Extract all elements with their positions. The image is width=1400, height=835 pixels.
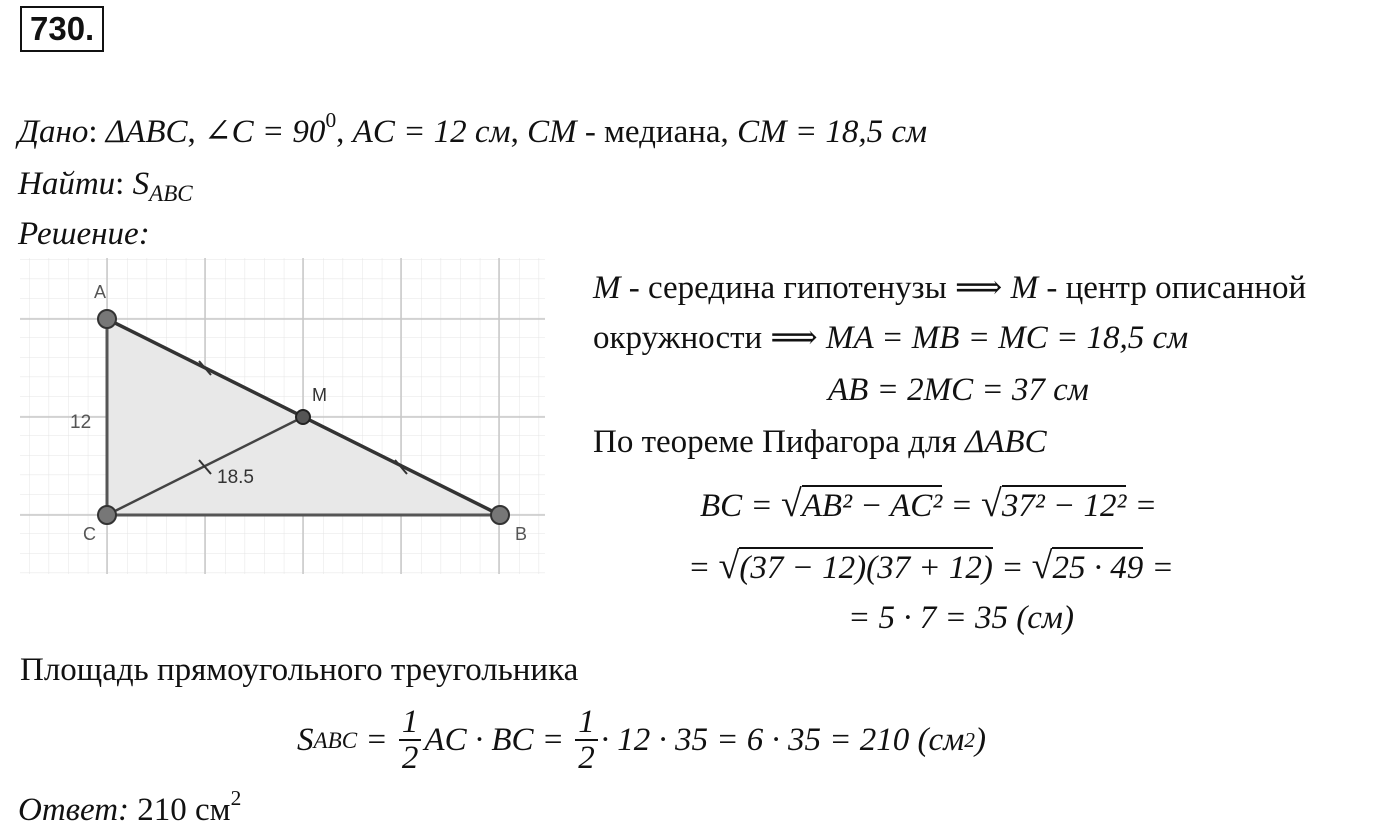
label-a: A bbox=[94, 282, 107, 302]
line-1 bbox=[593, 268, 1306, 308]
line-4 bbox=[593, 422, 1047, 462]
l2-eq: MA = MB = MC = 18,5 см bbox=[825, 320, 1189, 356]
triangle-figure bbox=[20, 258, 545, 574]
frac1-num: 1 bbox=[399, 705, 422, 741]
l6-end: = bbox=[1143, 550, 1174, 586]
area-close: ) bbox=[974, 722, 986, 758]
label-m: M bbox=[312, 385, 327, 405]
answer-sup: 2 bbox=[230, 786, 242, 810]
area-formula: S ABC = $\frac{1}{2}$ AC · BC = $\frac{1}{2}$ · 12 · 35 = 6 · 35 = 210 (см 2 ) bbox=[297, 704, 986, 776]
frac2-num: 1 bbox=[575, 705, 598, 741]
line-2 bbox=[593, 318, 1188, 358]
find-line: Найти: $S_{ABC}$ bbox=[18, 166, 193, 206]
given-label: Дано bbox=[18, 114, 89, 150]
frac2-den: 2 bbox=[578, 740, 595, 776]
l1-m2: M bbox=[1010, 270, 1039, 306]
line-8: Площадь прямоугольного треугольника bbox=[20, 652, 579, 688]
sqrt-sign: √ bbox=[718, 545, 740, 587]
l5-rad1: AB² − AC² bbox=[802, 485, 942, 524]
l1-m: M bbox=[593, 270, 621, 306]
fraction-2 bbox=[575, 705, 598, 775]
sqrt-sign: √ bbox=[780, 483, 802, 525]
line-3: AB = 2MC = 37 см bbox=[828, 372, 1089, 408]
l6-rad2: 25 · 49 bbox=[1052, 547, 1143, 586]
given-ac: AC = 12 см bbox=[352, 114, 511, 150]
point-a bbox=[98, 310, 116, 328]
point-m bbox=[296, 410, 310, 424]
area-eq1: = bbox=[357, 722, 396, 758]
sqrt-sign: √ bbox=[981, 483, 1002, 525]
problem-number: 730. bbox=[20, 6, 104, 52]
given-triangle: ΔABC bbox=[105, 114, 188, 150]
l1-text2: - центр описанной bbox=[1038, 270, 1307, 306]
solution-label: Решение: bbox=[18, 216, 150, 252]
line-5 bbox=[700, 484, 1157, 526]
answer-label: Ответ: bbox=[18, 792, 130, 828]
frac1-den: 2 bbox=[401, 740, 419, 776]
area-sub: ABC bbox=[313, 727, 358, 753]
given-angle-degree: 0 bbox=[325, 108, 337, 132]
fraction-1 bbox=[399, 705, 422, 775]
label-b: B bbox=[515, 524, 528, 544]
sqrt-sign: √ bbox=[1031, 545, 1053, 587]
label-12: 12 bbox=[70, 412, 92, 433]
find-sub: ABC bbox=[149, 179, 193, 206]
line-7: = 5 · 7 = 35 (см) bbox=[848, 600, 1074, 636]
l6-mid: = bbox=[992, 550, 1032, 586]
l4-tri: ΔABC bbox=[964, 424, 1047, 460]
l5-end: = bbox=[1126, 488, 1157, 524]
solution-label-text: Решение bbox=[18, 216, 139, 252]
l6-rad1: (37 − 12)(37 + 12) bbox=[739, 547, 993, 586]
given-cm-value: CM = 18,5 см bbox=[737, 114, 928, 150]
l5-lhs: BC = bbox=[700, 488, 781, 524]
l5-mid: = bbox=[942, 488, 981, 524]
area-tail: · 12 · 35 = 6 · 35 = 210 (см bbox=[600, 722, 965, 758]
l1-text: - середина гипотенузы ⟹ bbox=[620, 270, 1011, 306]
given-cm-name: CM bbox=[527, 114, 577, 150]
l5-rad2: 37² − 12² bbox=[1002, 485, 1127, 524]
l2-text: окружности ⟹ bbox=[593, 320, 826, 356]
answer-value: 210 см bbox=[129, 792, 231, 828]
given-line: Дано: ΔABC, ∠C = $90^0$, AC = 12 см, CM - медиана, CM = 18,5 см bbox=[18, 108, 928, 150]
label-c: C bbox=[83, 524, 96, 544]
l4-text: По теореме Пифагора для bbox=[593, 424, 965, 460]
given-median-word: - медиана, bbox=[576, 114, 738, 150]
answer-line bbox=[18, 786, 242, 830]
given-angle: ∠C = 90 bbox=[204, 114, 326, 150]
area-mid1: AC · BC = bbox=[424, 722, 573, 758]
point-b bbox=[491, 506, 509, 524]
find-s: S bbox=[132, 166, 150, 202]
label-18-5: 18.5 bbox=[217, 467, 254, 488]
point-c bbox=[98, 506, 116, 524]
find-label: Найти bbox=[18, 166, 116, 202]
line-6 bbox=[688, 546, 1174, 588]
l6-start: = bbox=[688, 550, 719, 586]
area-s: S bbox=[297, 722, 314, 758]
